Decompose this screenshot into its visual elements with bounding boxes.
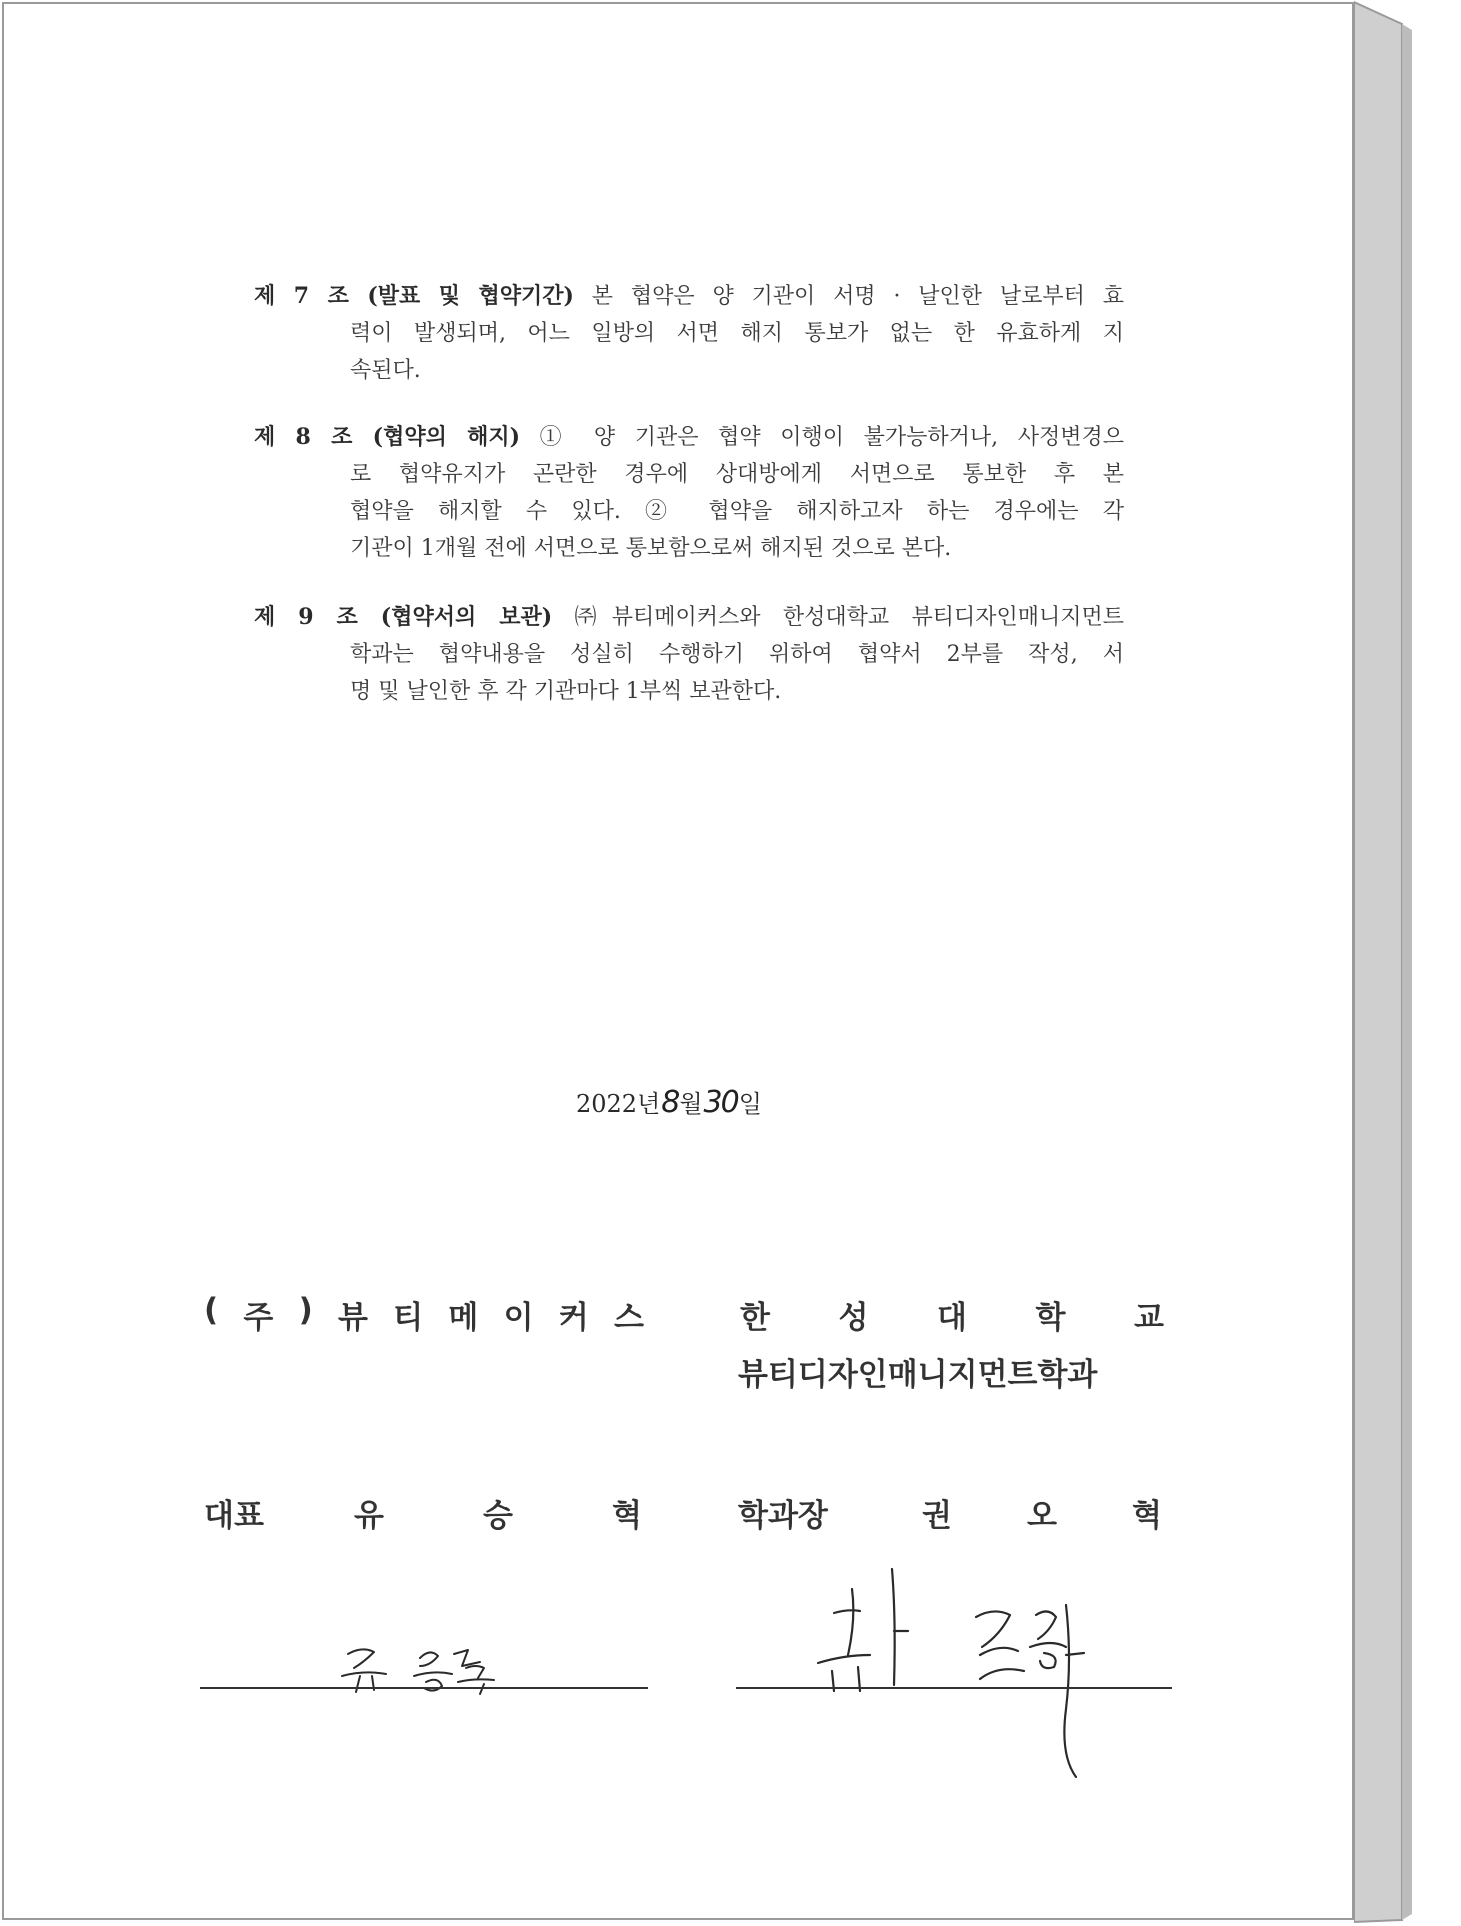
article-line: 제 8 조 (협약의 해지) ① 양 기관은 협약 이행이 불가능하거나, 사정변경으	[254, 424, 1125, 450]
right-signature	[804, 1559, 1124, 1789]
left-signature	[334, 1632, 534, 1702]
left-rep-name: 유 승 혁	[354, 1498, 642, 1534]
article-line: 협약을 해지할 수 있다. ② 협약을 해지하고자 하는 경우에는 각	[350, 499, 1124, 524]
date-month-label: 월	[679, 1090, 703, 1118]
right-party-dept: 뷰티디자인매니지먼트학과	[738, 1357, 1098, 1393]
right-party-org: 한 성 대 학 교	[740, 1300, 1164, 1336]
article-line: 제 7 조 (발표 및 협약기간) 본 협약은 양 기관이 서명 · 날인한 날로부터 효	[254, 283, 1124, 309]
date-month-handwritten: 8	[661, 1085, 679, 1120]
article-heading: 제 7 조 (발표 및 협약기간)	[254, 283, 574, 309]
left-rep-title: 대표	[204, 1498, 264, 1534]
document-page	[2, 2, 1354, 1920]
article-9	[254, 599, 1124, 710]
right-signature-line	[736, 1687, 1172, 1689]
left-party-org: ( 주 ) 뷰 티 메 이 커 스	[204, 1292, 644, 1336]
right-rep-title: 학과장	[738, 1498, 828, 1534]
article-line: 명 및 날인한 후 각 기관마다 1부씩 보관한다.	[350, 679, 782, 704]
article-7	[254, 278, 1124, 389]
article-line: 제 9 조 (협약서의 보관) ㈜뷰티메이커스와 한성대학교 뷰티디자인매니지먼트	[254, 604, 1124, 630]
article-8	[254, 419, 1124, 567]
article-line: 기관이 1개월 전에 서면으로 통보함으로써 해지된 것으로 본다.	[350, 536, 952, 561]
date-year: 2022년	[576, 1090, 661, 1118]
left-signature-line	[200, 1687, 648, 1689]
article-line: 력이 발생되며, 어느 일방의 서면 해지 통보가 없는 한 유효하게 지	[350, 321, 1124, 346]
article-heading: 제 8 조 (협약의 해지)	[254, 424, 521, 450]
right-rep-name: 권 오 혁	[922, 1498, 1162, 1534]
article-line: 속된다.	[350, 358, 421, 383]
article-line: 학과는 협약내용을 성실히 수행하기 위하여 협약서 2부를 작성, 서	[350, 642, 1124, 667]
date-day-handwritten: 30	[703, 1085, 738, 1120]
date-day-label: 일	[738, 1090, 762, 1118]
article-line: 로 협약유지가 곤란한 경우에 상대방에게 서면으로 통보한 후 본	[350, 462, 1124, 487]
agreement-date	[576, 1084, 762, 1120]
article-heading: 제 9 조 (협약서의 보관)	[254, 604, 553, 630]
